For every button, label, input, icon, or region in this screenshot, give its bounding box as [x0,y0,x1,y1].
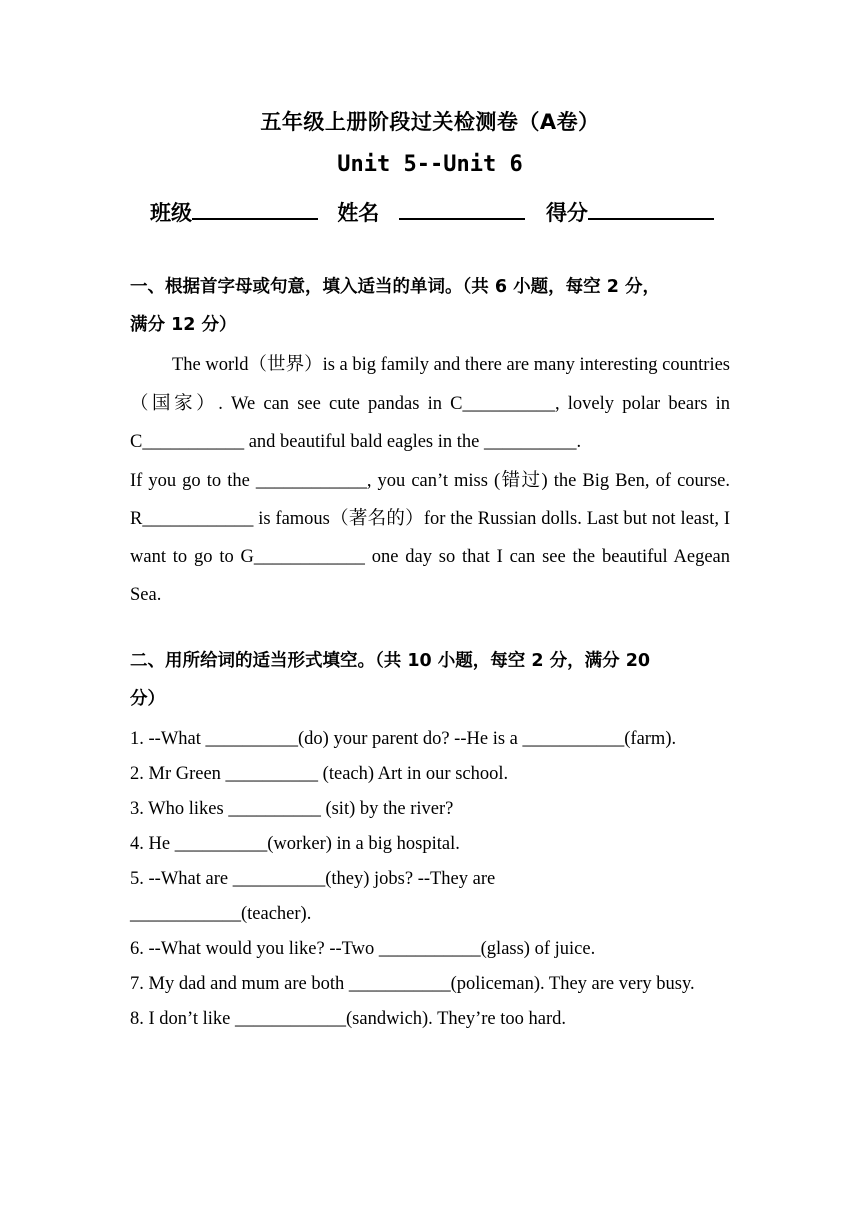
section-1-heading-line-2: 满分 12 分） [130,315,237,335]
name-blank[interactable] [399,198,525,220]
question-1: 1. --What __________(do) your parent do? --He is a ___________(farm). [130,729,677,749]
question-2: 2. Mr Green __________ (teach) Art in our school. [130,764,509,784]
section-1-heading-line-1: 一、根据首字母或句意，填入适当的单词。（共 6 小题，每空 2 分， [130,277,660,297]
question-5: 5. --What are __________(they) jobs? --They are [130,869,496,889]
class-blank[interactable] [192,198,318,220]
question-4: 4. He __________(worker) in a big hospital. [130,834,460,854]
question-5-continued: ____________(teacher). [130,904,312,924]
question-6: 6. --What would you like? --Two ___________(glass) of juice. [130,939,596,959]
passage-paragraph-2: If you go to the ____________, you can’t miss (错过) the Big Ben, of course. R____________ is famous（著名的）for the Russian dolls. Last but not least, I want to go to G____________ one day so that I can see the beautiful Aegean Sea. [130,470,730,605]
question-7: 7. My dad and mum are both ___________(policeman). They are very busy. [130,974,695,994]
page-subtitle: Unit 5--Unit 6 [337,152,523,177]
score-label: 得分 [545,201,588,225]
page-title: 五年级上册阶段过关检测卷（A卷） [260,110,600,134]
question-3: 3. Who likes __________ (sit) by the river? [130,799,454,819]
passage-paragraph-1: The world（世界）is a big family and there are many interesting countries（国家）. We can see cute pandas in C__________, lovely polar bears in C___________ and beautiful bald eagles in the __________. [130,355,730,452]
section-1-heading [130,268,730,344]
score-blank[interactable] [588,198,714,220]
student-info-fields [150,197,750,227]
question-8: 8. I don’t like ____________(sandwich). They’re too hard. [130,1009,567,1029]
section-2-heading [130,642,730,718]
section-2-heading-line-1: 二、用所给词的适当形式填空。（共 10 小题，每空 2 分，满分 20 [130,651,651,671]
section-2-questions [130,722,730,1037]
section-2-heading-line-2: 分） [130,689,165,709]
name-label: 姓名 [337,201,380,225]
class-label: 班级 [150,201,192,225]
section-1-passage [130,346,730,614]
